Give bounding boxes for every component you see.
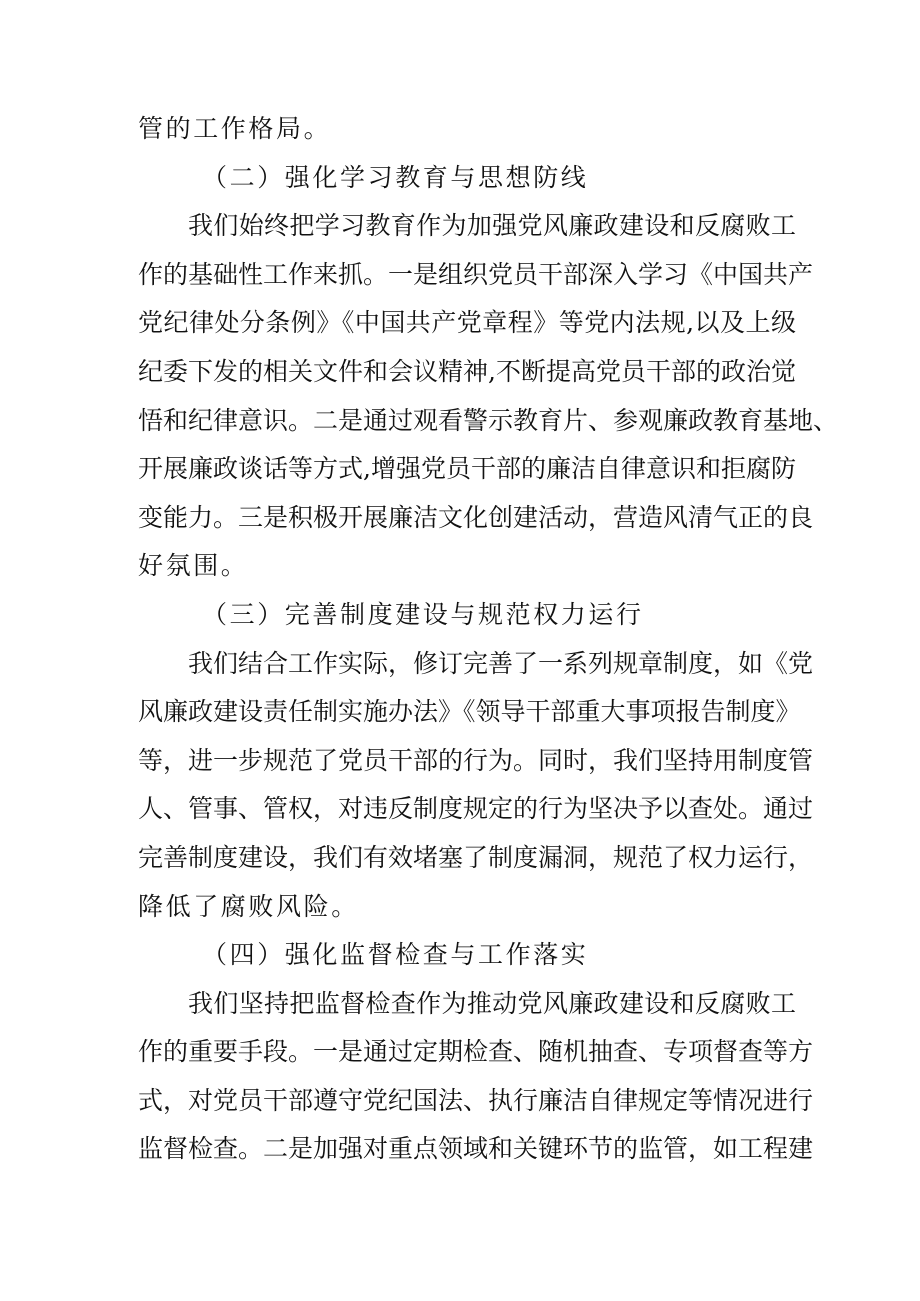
section-heading-3: （三）完善制度建设与规范权力运行 [202, 599, 644, 629]
text-line: 降低了腐败风险。 [138, 891, 359, 921]
text-line: 式，对党员干部遵守党纪国法、执行廉洁自律规定等情况进行 [138, 1085, 814, 1115]
text-line: 开展廉政谈话等方式,增强党员干部的廉洁自律意识和拒腐防 [138, 454, 796, 484]
text-line: 我们结合工作实际，修订完善了一系列规章制度，如《党 [188, 648, 814, 678]
text-line: 好氛围。 [138, 551, 249, 581]
text-line: 作的基础性工作来抓。一是组织党员干部深入学习《中国共产 [138, 259, 814, 289]
section-heading-4: （四）强化监督检查与工作落实 [202, 940, 589, 970]
text-line: 纪委下发的相关文件和会议精神,不断提高党员干部的政治觉 [138, 356, 796, 386]
document-page [138, 105, 839, 1174]
text-line: 风廉政建设责任制实施办法》《领导干部重大事项报告制度》 [138, 697, 801, 727]
text-line: 变能力。三是积极开展廉洁文化创建活动，营造风清气正的良 [138, 502, 814, 532]
text-line: 我们坚持把监督检查作为推动党风廉政建设和反腐败工 [188, 988, 796, 1018]
text-line: 我们始终把学习教育作为加强党风廉政建设和反腐败工 [188, 211, 796, 241]
text-line: 监督检查。二是加强对重点领域和关键环节的监管，如工程建 [138, 1134, 814, 1164]
section-heading-2: （二）强化学习教育与思想防线 [202, 162, 589, 192]
text-line: 悟和纪律意识。二是通过观看警示教育片、参观廉政教育基地、 [138, 405, 839, 435]
text-line: 等，进一步规范了党员干部的行为。同时，我们坚持用制度管 [138, 745, 814, 775]
text-line: 作的重要手段。一是通过定期检查、随机抽查、专项督查等方 [138, 1037, 814, 1067]
text-line: 完善制度建设，我们有效堵塞了制度漏洞，规范了权力运行， [138, 842, 814, 872]
text-line: 党纪律处分条例》《中国共产党章程》等党内法规,以及上级 [138, 308, 796, 338]
text-line: 管的工作格局。 [138, 114, 332, 143]
text-line: 人、管事、管权，对违反制度规定的行为坚决予以查处。通过 [138, 794, 814, 824]
